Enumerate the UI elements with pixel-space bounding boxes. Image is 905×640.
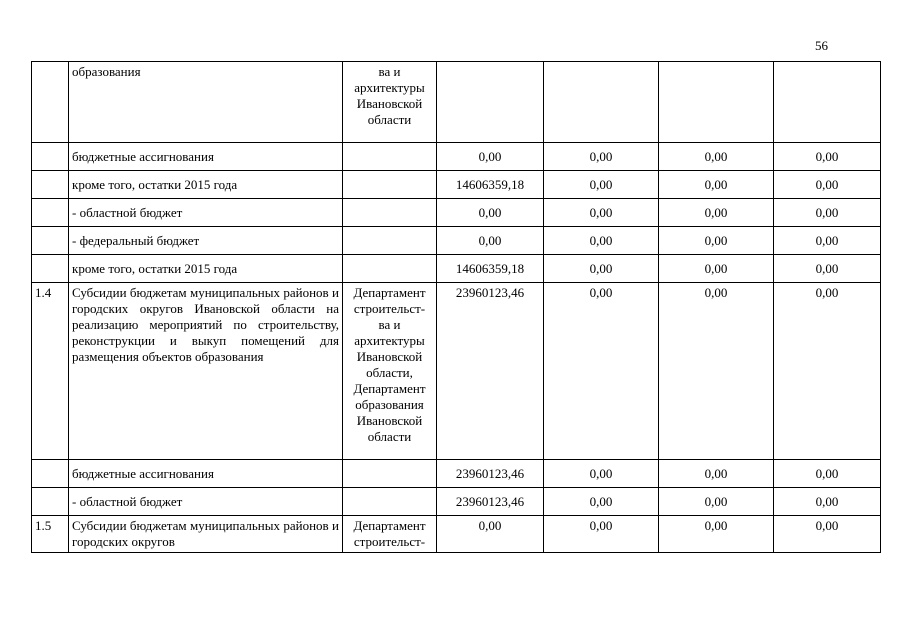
value-cell: 0,00 xyxy=(774,283,881,460)
value-cell: 0,00 xyxy=(659,460,774,488)
value-cell: 0,00 xyxy=(659,171,774,199)
value-cell: 0,00 xyxy=(544,227,659,255)
value-cell: 14606359,18 xyxy=(437,255,544,283)
table-row xyxy=(32,171,881,199)
table-row xyxy=(32,199,881,227)
value-cell: 0,00 xyxy=(774,255,881,283)
org-line: Департамент xyxy=(353,285,426,300)
row-name: бюджетные ассигнования xyxy=(69,460,343,488)
value-cell: 0,00 xyxy=(544,171,659,199)
row-organization xyxy=(343,488,437,516)
row-name: - областной бюджет xyxy=(69,488,343,516)
org-line: образования xyxy=(355,397,424,412)
value-cell: 0,00 xyxy=(544,488,659,516)
org-line: области xyxy=(367,429,412,444)
table-row xyxy=(32,227,881,255)
row-number: 1.5 xyxy=(32,516,69,553)
value-cell xyxy=(544,62,659,143)
value-cell: 23960123,46 xyxy=(437,460,544,488)
row-number xyxy=(32,227,69,255)
org-line: Ивановской xyxy=(356,349,423,364)
value-cell: 0,00 xyxy=(659,199,774,227)
value-cell xyxy=(774,62,881,143)
value-cell: 0,00 xyxy=(659,255,774,283)
value-cell: 0,00 xyxy=(774,488,881,516)
row-number xyxy=(32,488,69,516)
value-cell: 0,00 xyxy=(774,199,881,227)
value-cell: 0,00 xyxy=(544,199,659,227)
budget-table xyxy=(31,61,881,553)
row-name: бюджетные ассигнования xyxy=(69,143,343,171)
value-cell: 0,00 xyxy=(437,143,544,171)
value-cell: 0,00 xyxy=(774,516,881,553)
value-cell: 0,00 xyxy=(544,255,659,283)
table-row xyxy=(32,255,881,283)
org-line: области xyxy=(367,112,412,127)
table-row xyxy=(32,516,881,553)
row-number xyxy=(32,143,69,171)
value-cell: 0,00 xyxy=(659,488,774,516)
org-line: архитектуры xyxy=(354,333,425,348)
row-name: Субсидии бюджетам муниципальных районов и городских округов Ивановской области на реализацию мероприятий по строительству, реконструкции и выкуп помещений для размещения объектов образования xyxy=(69,283,343,460)
value-cell xyxy=(437,62,544,143)
value-cell: 0,00 xyxy=(659,516,774,553)
value-cell: 0,00 xyxy=(774,227,881,255)
value-cell: 0,00 xyxy=(544,143,659,171)
value-cell: 0,00 xyxy=(774,143,881,171)
value-cell xyxy=(659,62,774,143)
org-line: архитектуры xyxy=(354,80,425,95)
row-organization xyxy=(343,460,437,488)
value-cell: 0,00 xyxy=(437,199,544,227)
row-name: кроме того, остатки 2015 года xyxy=(69,171,343,199)
org-line: Ивановской xyxy=(356,413,423,428)
value-cell: 0,00 xyxy=(774,460,881,488)
page-number: 56 xyxy=(815,38,828,53)
row-organization xyxy=(343,516,437,553)
row-organization xyxy=(343,143,437,171)
row-organization xyxy=(343,171,437,199)
value-cell: 23960123,46 xyxy=(437,283,544,460)
value-cell: 0,00 xyxy=(659,143,774,171)
row-organization xyxy=(343,255,437,283)
org-line: строительст- xyxy=(353,534,426,549)
row-number xyxy=(32,199,69,227)
org-line: Департамент xyxy=(353,518,426,533)
row-name: образования xyxy=(69,62,343,143)
value-cell: 0,00 xyxy=(659,227,774,255)
row-name: - федеральный бюджет xyxy=(69,227,343,255)
row-name: кроме того, остатки 2015 года xyxy=(69,255,343,283)
org-line: ва и xyxy=(378,317,401,332)
row-number: 1.4 xyxy=(32,283,69,460)
row-number xyxy=(32,62,69,143)
value-cell: 0,00 xyxy=(544,283,659,460)
value-cell: 0,00 xyxy=(544,516,659,553)
row-number xyxy=(32,460,69,488)
org-line: Департамент xyxy=(353,381,426,396)
org-line: области, xyxy=(366,365,413,380)
row-organization xyxy=(343,62,437,143)
row-number xyxy=(32,171,69,199)
table-row xyxy=(32,143,881,171)
value-cell: 0,00 xyxy=(437,516,544,553)
value-cell: 0,00 xyxy=(659,283,774,460)
value-cell: 0,00 xyxy=(774,171,881,199)
table-row xyxy=(32,283,881,460)
table-row xyxy=(32,488,881,516)
value-cell: 14606359,18 xyxy=(437,171,544,199)
row-organization xyxy=(343,283,437,460)
value-cell: 23960123,46 xyxy=(437,488,544,516)
org-line: строительст- xyxy=(353,301,426,316)
value-cell: 0,00 xyxy=(437,227,544,255)
org-line: ва и xyxy=(378,64,401,79)
value-cell: 0,00 xyxy=(544,460,659,488)
row-name: Субсидии бюджетам муниципальных районов и городских округов xyxy=(69,516,343,553)
row-number xyxy=(32,255,69,283)
org-line: Ивановской xyxy=(356,96,423,111)
row-organization xyxy=(343,199,437,227)
row-name: - областной бюджет xyxy=(69,199,343,227)
row-organization xyxy=(343,227,437,255)
table-row xyxy=(32,460,881,488)
table-row xyxy=(32,62,881,143)
